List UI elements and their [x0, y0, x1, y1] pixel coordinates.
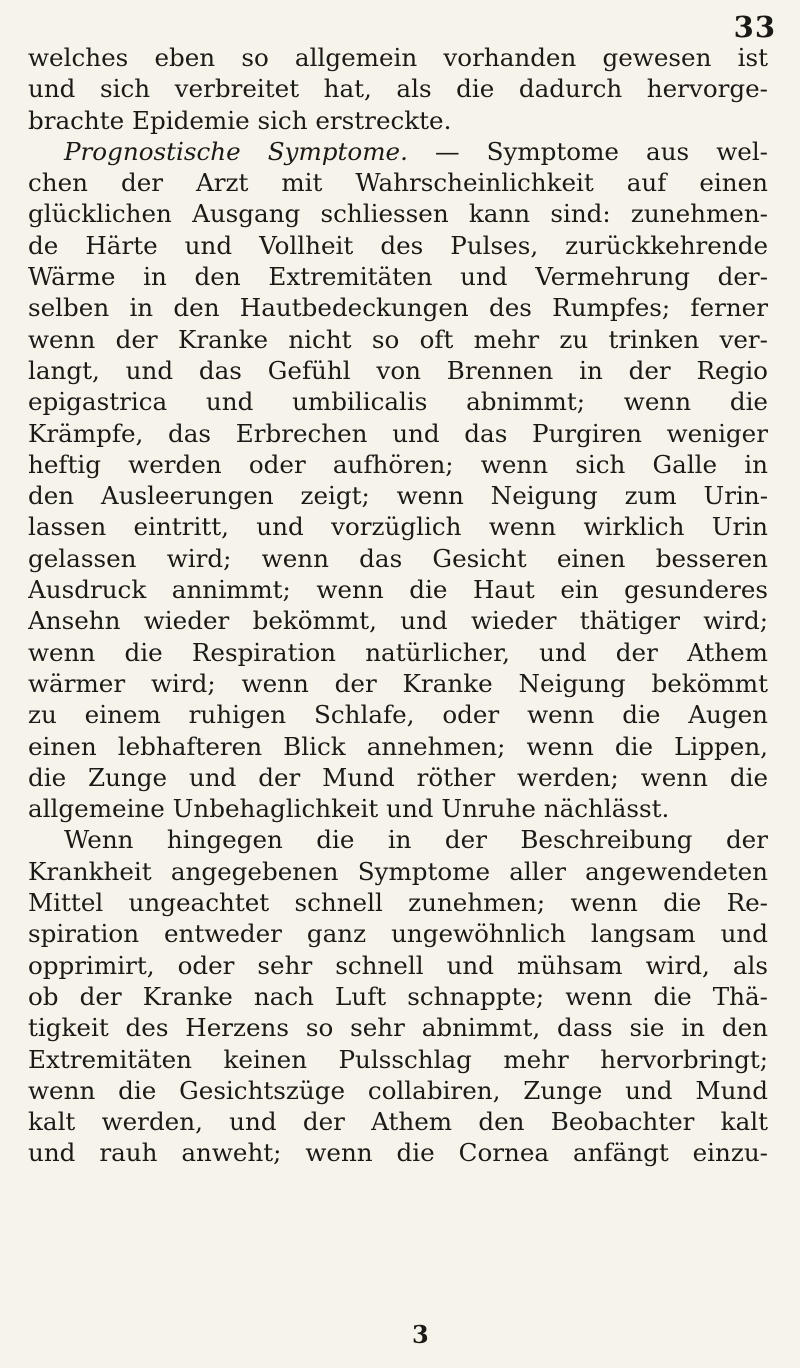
text-line: ob der Kranke nach Luft schnappte; wenn die Thä- — [28, 981, 768, 1011]
text-line: die Zunge und der Mund röther werden; wenn die — [28, 762, 768, 792]
section-heading-line — [28, 136, 768, 167]
text-line: tigkeit des Herzens so sehr abnimmt, dass sie in den — [28, 1013, 768, 1043]
text-line: und rauh anweht; wenn die Cornea anfängt einzu- — [28, 1138, 768, 1168]
text-line: wenn die Gesichtszüge collabiren, Zunge und Mund — [28, 1075, 768, 1105]
text-line: Extremitäten keinen Pulsschlag mehr hervorbringt; — [28, 1044, 768, 1074]
text-line: selben in den Hautbedeckungen des Rumpfes; ferner — [28, 293, 768, 323]
text-line: Ausdruck annimmt; wenn die Haut ein gesunderes — [28, 575, 768, 605]
text-line: de Härte und Vollheit des Pulses, zurückkehrende — [28, 230, 768, 260]
text-line: Wärme in den Extremitäten und Vermehrung der- — [28, 262, 768, 292]
text-line: Mittel ungeachtet schnell zunehmen; wenn die Re- — [28, 888, 768, 918]
text-line: einen lebhafteren Blick annehmen; wenn die Lippen, — [28, 731, 768, 761]
text-line: gelassen wird; wenn das Gesicht einen besseren — [28, 543, 768, 573]
text-line: den Ausleerungen zeigt; wenn Neigung zum Urin- — [28, 481, 768, 511]
heading-dash: — — [407, 136, 487, 166]
section-heading: Prognostische Symptome. — [64, 136, 408, 166]
text-line: Krankheit angegebenen Symptome aller angewendeten — [28, 856, 768, 886]
text-line: allgemeine Unbehaglichkeit und Unruhe nächlässt. — [28, 794, 670, 824]
text-line: Krämpfe, das Erbrechen und das Purgiren weniger — [28, 418, 768, 448]
text-line: Symptome aus wel- — [486, 136, 768, 166]
text-line: lassen eintritt, und vorzüglich wenn wirklich Urin — [28, 512, 768, 542]
text-line: kalt werden, und der Athem den Beobachter kalt — [28, 1107, 768, 1137]
text-line: chen der Arzt mit Wahrscheinlichkeit auf einen — [28, 168, 768, 198]
page-number: 33 — [733, 10, 776, 44]
signature-mark: 3 — [412, 1320, 429, 1349]
text-line: Wenn hingegen die in der Beschreibung der — [64, 825, 768, 855]
text-line: wärmer wird; wenn der Kranke Neigung bekömmt — [28, 668, 768, 698]
text-line: welches eben so allgemein vorhanden gewesen ist — [28, 43, 768, 72]
text-line: und sich verbreitet hat, als die dadurch hervorge- — [28, 74, 768, 104]
text-line: langt, und das Gefühl von Brennen in der Regio — [28, 355, 768, 385]
text-line: wenn die Respiration natürlicher, und der Athem — [28, 637, 768, 667]
text-line: zu einem ruhigen Schlafe, oder wenn die Augen — [28, 700, 768, 730]
text-line: wenn der Kranke nicht so oft mehr zu trinken ver- — [28, 324, 768, 354]
text-line: opprimirt, oder sehr schnell und mühsam wird, als — [28, 950, 768, 980]
text-line: glücklichen Ausgang schliessen kann sind: zunehmen- — [28, 199, 768, 229]
text-line: Ansehn wieder bekömmt, und wieder thätiger wird; — [28, 606, 768, 636]
text-line: heftig werden oder aufhören; wenn sich Galle in — [28, 449, 768, 479]
text-line: epigastrica und umbilicalis abnimmt; wenn die — [28, 387, 768, 417]
text-line: spiration entweder ganz ungewöhnlich langsam und — [28, 919, 768, 949]
body-text — [28, 42, 768, 1169]
text-line: brachte Epidemie sich erstreckte. — [28, 105, 452, 135]
